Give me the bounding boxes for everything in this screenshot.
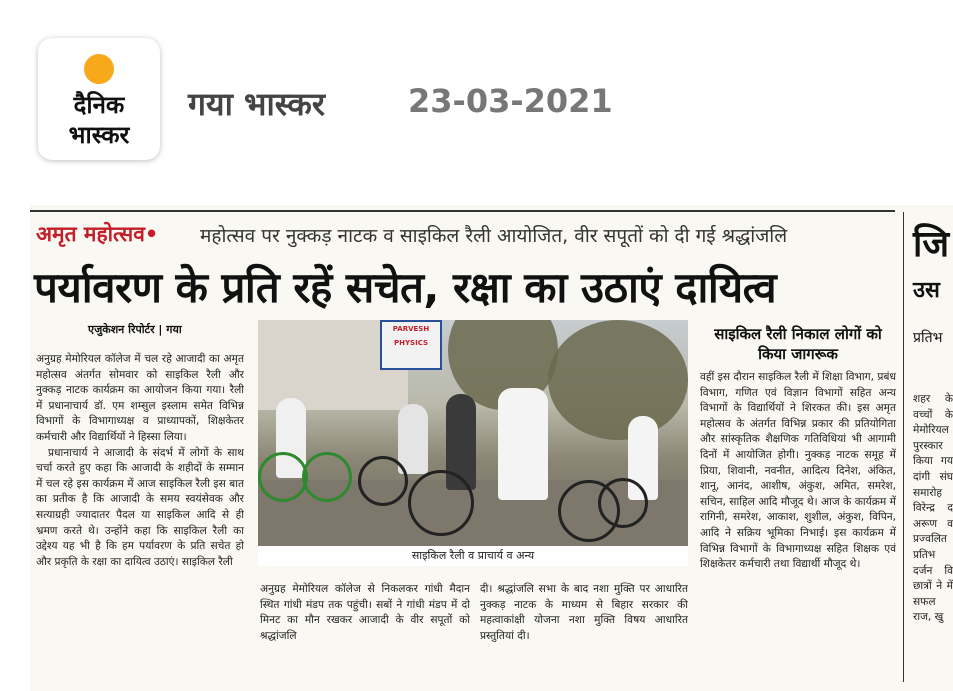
article-column-2 — [260, 582, 470, 682]
bicycle-wheel — [408, 470, 474, 536]
article-column-4 — [700, 370, 896, 682]
edition-title: गया भास्कर — [188, 85, 325, 123]
side-article-headline-1: जि — [913, 224, 950, 265]
side-article-paragraph: शहर के वच्चों के मेमोरियल पुरस्कार किया गय दांगी संघ समारोह विरेन्द्र द अरूण व प्रज्वलित प्रतिभ दर्जन वि छात्रों ने में सफल राज, खु — [913, 393, 953, 624]
article-kicker: अमृत महोत्सव• — [36, 222, 159, 246]
sun-icon — [84, 54, 114, 84]
edition-date: 23-03-2021 — [408, 82, 613, 120]
article-byline: एजुकेशन रिपोर्टर | गया — [88, 323, 182, 336]
article-subhead: महोत्सव पर नुक्कड़ नाटक व साइकिल रैली आयोजित, वीर सपूतों को दी गई श्रद्धांजलि — [200, 225, 788, 247]
divider — [30, 210, 895, 212]
bicycle-wheel — [358, 456, 408, 506]
app-header — [0, 0, 953, 195]
article-column-1 — [36, 352, 244, 682]
article-paragraph: अनुग्रह मेमोरियल कॉलेज से निकलकर गांधी मैदान स्थित गांधी मंडप तक पहुंची। सबों ने गांधी मंडप में दो मिनट का मौन रखकर आजादी के वीर सपूतों को श्रद्धांजलि — [260, 583, 470, 642]
cyclist — [498, 388, 548, 500]
side-article-tag: प्रतिभ — [913, 330, 943, 346]
logo-text-line1: दैनिक — [73, 91, 125, 119]
article-subheading: साइकिल रैली निकाल लोगों को किया जागरूक — [714, 325, 882, 363]
side-article-headline-2: उस — [913, 278, 940, 303]
article-paragraph: वहीं इस दौरान साइकिल रैली में शिक्षा विभाग, प्रबंध विभाग, गणित एवं विज्ञान विभागों सहित अन्य विभागों के विद्यार्थियों ने शिरकत की। इस अमृत महोत्सव के अंतर्गत विभिन्न प्रकार की प्रतियोगिता और सांस्कृतिक शैक्षणिक गतिविधियां भी आगामी दिनों में आयोजित होगी। नुक्कड़ नाटक समूह में प्रिया, शिवानी, नवनीत, आदित्य दिनेश, अंकित, शानू, आनंद, आशीष, अंकुश, अमित, समरेश, सचिन, साहिल आदि मौजूद थे। आज के कार्यक्रम में रागिनी, समरेश, आकाश, शुशील, अंकुश, विपिन, आदि ने सक्रिय भूमिका निभाई। इस कार्यक्रम में विभिन्न विभागों के विभागाध्यक्ष सहित शिक्षक एवं शिक्षकेतर कर्मचारी तथा विद्यार्थी मौजूद थे। — [700, 371, 896, 571]
photo-caption: साइकिल रैली व प्राचार्य व अन्य — [258, 546, 688, 566]
article-paragraph: प्रधानाचार्य ने आजादी के संदर्भ में लोगों के साथ चर्चा करते हुए कहा कि आजादी के शहीदों के सम्मान में चल रहे इस कार्यक्रम में आज साइकिल रैली इस बात का प्रतीक है कि आजादी के समय स्वयंसेवक और सत्याग्रही ज्यादातर पैदल या साइकिल आदि से ही भ्रमण करते थे। उन्होंने कहा कि साइकिल रैली का उद्देश्य यह भी है कि हम पर्यावरण के प्रति सचेत हो और प्रकृति के रक्षा का दायित्व उठाएं। साइकिल रैली — [36, 446, 244, 568]
article-paragraph: दी। श्रद्धांजलि सभा के बाद नशा मुक्ति पर आधारित नुक्कड़ नाटक के माध्यम से बिहार सरकार की महत्वाकांक्षी योजना नशा मुक्ति विषय आधारित प्रस्तुतियां दी। — [480, 583, 688, 642]
hoarding-sign: PARVESH PHYSICS — [380, 320, 442, 370]
article-headline: पर्यावरण के प्रति रहें सचेत, रक्षा का उठाएं दायित्व — [34, 263, 777, 312]
side-article-text — [913, 392, 953, 674]
bicycle-wheel — [598, 478, 648, 528]
dainik-bhaskar-logo[interactable] — [38, 38, 160, 160]
tree — [548, 320, 688, 440]
article-photo — [258, 320, 688, 546]
bicycle-wheel — [302, 452, 352, 502]
logo-text-line2: भास्कर — [68, 121, 130, 149]
article-column-3 — [480, 582, 688, 682]
article-paragraph: अनुग्रह मेमोरियल कॉलेज में चल रहे आजादी का अमृत महोत्सव अंतर्गत सोमवार को साइकिल रैली और नुक्कड़ नाटक कार्यक्रम का आयोजन किया गया। रैली में प्रधानाचार्य डॉ. एम शम्सुल इस्लाम समेत विभिन्न विभागों के विभागाध्यक्ष व प्राध्यापकों, शिक्षकेतर कर्मचारी और विद्यार्थियों ने हिस्सा लिया। — [36, 353, 244, 443]
cyclist — [398, 404, 428, 474]
bicycle-wheel — [258, 452, 308, 502]
column-divider — [903, 212, 904, 682]
